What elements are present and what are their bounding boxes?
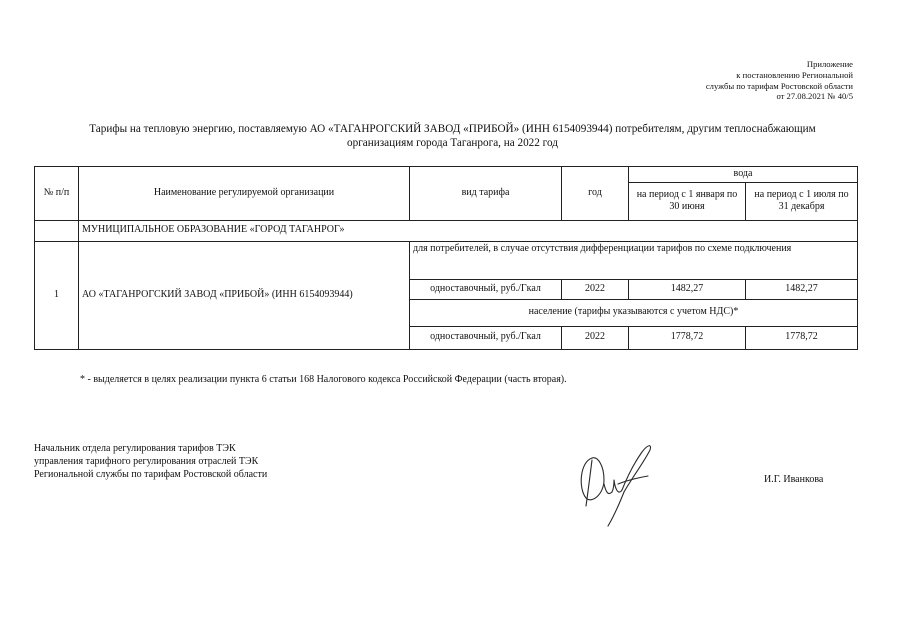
signer-position bbox=[34, 442, 267, 481]
appendix-line: Приложение bbox=[806, 59, 853, 69]
tariff-period2-population: 1778,72 bbox=[746, 326, 858, 349]
header-period-2: на период с 1 июля по 31 декабря bbox=[746, 182, 858, 220]
tariff-period1-population: 1778,72 bbox=[629, 326, 746, 349]
tariff-period2-consumers: 1482,27 bbox=[746, 279, 858, 299]
year-population: 2022 bbox=[562, 326, 629, 349]
title-line-1: Тарифы на тепловую энергию, поставляемую АО «ТАГАНРОГСКИЙ ЗАВОД «ПРИБОЙ» (ИНН 6154093944) потребителям, другим теплоснабжающим bbox=[89, 123, 816, 135]
tariff-type-population: одноставочный, руб./Гкал bbox=[410, 326, 562, 349]
signer-name: И.Г. Иванкова bbox=[764, 474, 824, 485]
header-year: год bbox=[562, 167, 629, 221]
document-title bbox=[40, 122, 865, 150]
appendix-line: от 27.08.2021 № 40/5 bbox=[776, 91, 853, 102]
organization-name: АО «ТАГАНРОГСКИЙ ЗАВОД «ПРИБОЙ» (ИНН 6154093944) bbox=[79, 241, 410, 349]
header-water: вода bbox=[629, 167, 858, 183]
handwritten-signature bbox=[570, 436, 670, 532]
header-organization: Наименование регулируемой организации bbox=[79, 167, 410, 221]
appendix-line: службы по тарифам Ростовской области bbox=[705, 80, 853, 91]
tariff-table bbox=[34, 166, 858, 350]
tariff-period1-consumers: 1482,27 bbox=[629, 279, 746, 299]
header-tariff-type: вид тарифа bbox=[410, 167, 562, 221]
header-number: № п/п bbox=[35, 167, 79, 221]
header-period-1: на период с 1 января по 30 июня bbox=[629, 182, 746, 220]
empty-cell bbox=[35, 220, 79, 241]
signer-line: управления тарифного регулирования отраслей ТЭК bbox=[34, 456, 259, 467]
section-consumers: для потребителей, в случае отсутствия дифференциации тарифов по схеме подключения bbox=[410, 241, 858, 279]
appendix-line: к постановлению Региональной bbox=[736, 69, 853, 80]
title-line-2: организациям города Таганрога, на 2022 год bbox=[347, 137, 558, 149]
tariff-type-consumers: одноставочный, руб./Гкал bbox=[410, 279, 562, 299]
appendix-block bbox=[603, 59, 853, 102]
signer-line: Начальник отдела регулирования тарифов ТЭК bbox=[34, 443, 236, 454]
signer-line: Региональной службы по тарифам Ростовской области bbox=[34, 469, 268, 480]
municipality-row: МУНИЦИПАЛЬНОЕ ОБРАЗОВАНИЕ «ГОРОД ТАГАНРОГ» bbox=[79, 220, 858, 241]
footnote: * - выделяется в целях реализации пункта 6 статьи 168 Налогового кодекса Российской Федерации (часть вторая). bbox=[80, 374, 567, 385]
section-population: население (тарифы указываются с учетом НДС)* bbox=[410, 299, 858, 326]
year-consumers: 2022 bbox=[562, 279, 629, 299]
row-number: 1 bbox=[35, 241, 79, 349]
